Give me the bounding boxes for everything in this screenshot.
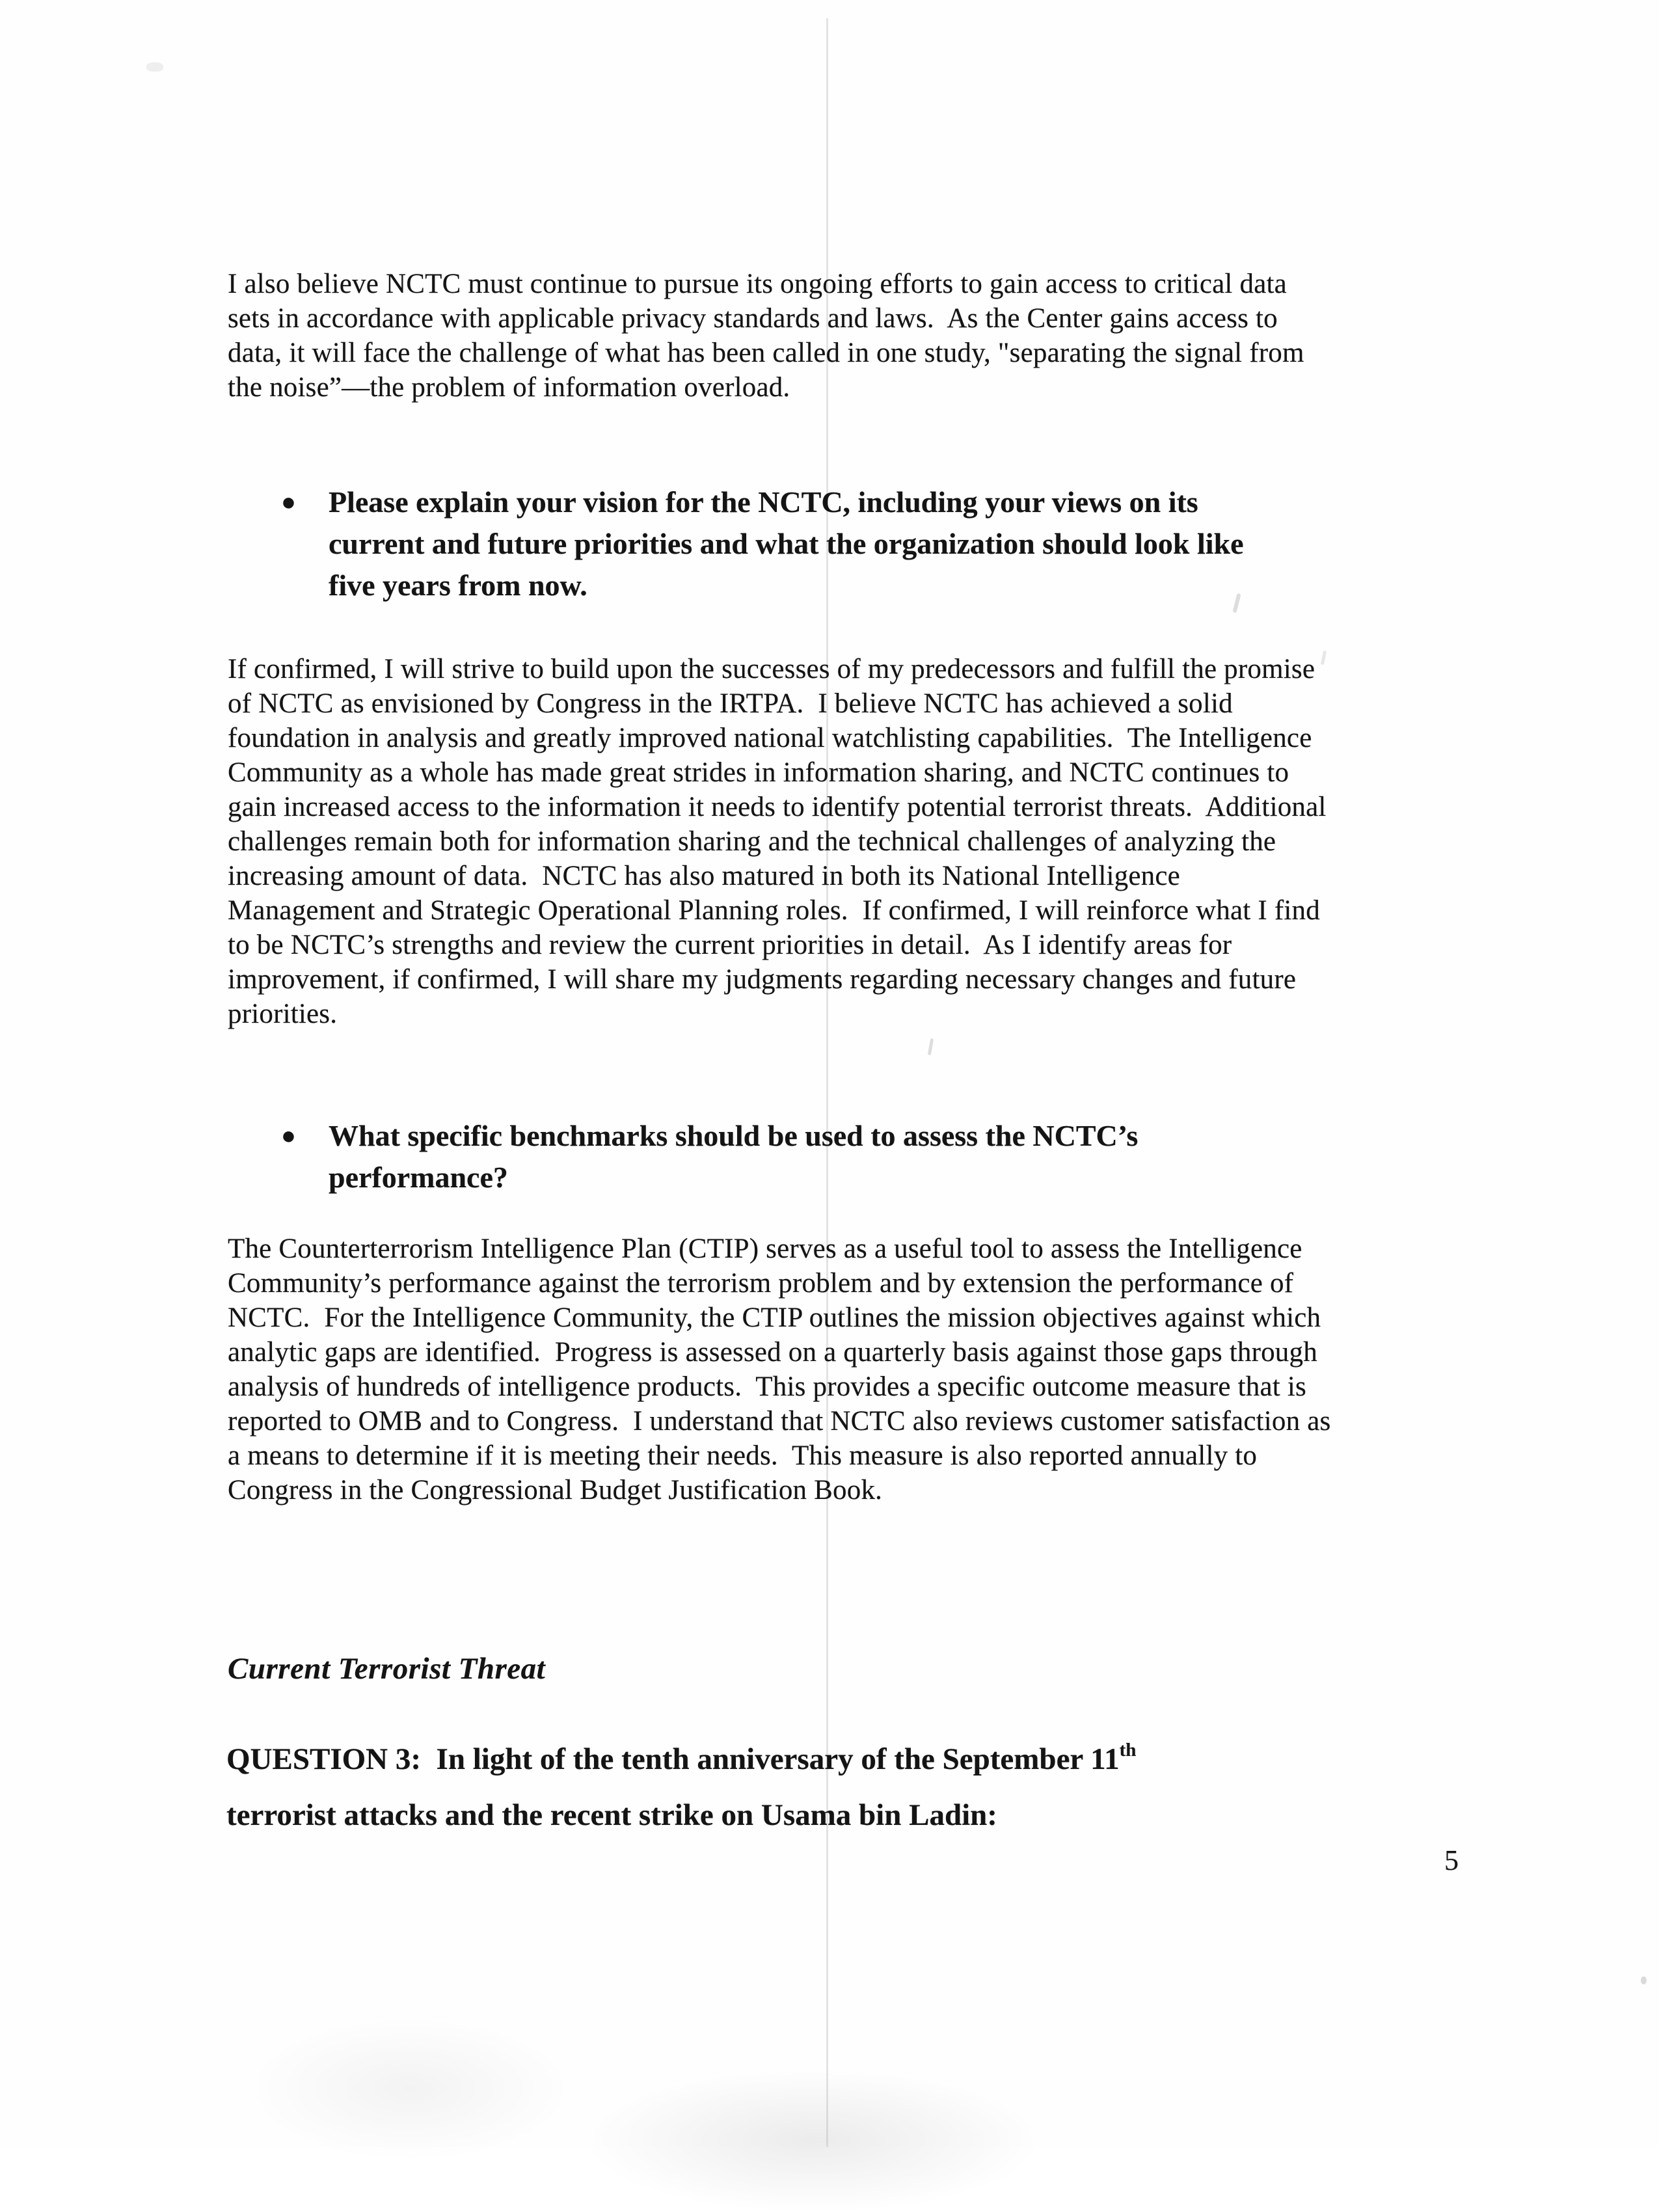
bullet-text [329,1115,1138,1198]
bullet-question-2 [281,1115,1138,1198]
bullet-question-1 [281,481,1244,606]
page-number: 5 [1444,1844,1459,1876]
paragraph-line: Congress in the Congressional Budget Justification Book. [228,1475,883,1505]
ordinal-superscript: th [1119,1740,1137,1760]
bullet-line: What specific benchmarks should be used to assess the NCTC’s [329,1119,1139,1152]
scan-smudge [586,2069,1041,2212]
paragraph-line: improvement, if confirmed, I will share my judgments regarding necessary changes and future [228,964,1297,995]
paragraph-line: foundation in analysis and greatly improved national watchlisting capabilities. The Intelligence [228,723,1312,753]
paragraph-line: Management and Strategic Operational Planning roles. If confirmed, I will reinforce what I find [228,895,1320,926]
paragraph-line: analysis of hundreds of intelligence products. This provides a specific outcome measure that is [228,1371,1306,1402]
paragraph-line: The Counterterrorism Intelligence Plan (CTIP) serves as a useful tool to assess the Intelligence [228,1234,1302,1264]
paragraph-line: Community’s performance against the terrorism problem and by extension the performance of [228,1268,1294,1299]
paragraph-line: I also believe NCTC must continue to pursue its ongoing efforts to gain access to critical data [228,269,1287,299]
paragraph-line: increasing amount of data. NCTC has also matured in both its National Intelligence [228,861,1180,891]
bullet-icon: ● [281,1122,296,1150]
paragraph-line: Community as a whole has made great strides in information sharing, and NCTC continues to [228,757,1289,788]
paragraph-line: a means to determine if it is meeting their needs. This measure is also reported annually to [228,1440,1258,1471]
paragraph-line: sets in accordance with applicable privacy standards and laws. As the Center gains access to [228,303,1278,334]
paragraph-line: the noise”—the problem of information overload. [228,372,790,403]
question-line-1-text: QUESTION 3: In light of the tenth anniversary of the September 11 [226,1742,1120,1776]
scan-speck [1641,1976,1647,1984]
bullet-line: five years from now. [329,569,587,602]
bullet-text [329,481,1244,606]
paragraph-2 [228,652,1327,1031]
scan-speck [146,62,163,72]
scan-speck [928,1038,934,1055]
question-line-1 [226,1733,1136,1789]
paragraph-3 [228,1232,1330,1507]
question-3-heading [226,1733,1136,1841]
paragraph-line: priorities. [228,999,338,1029]
paragraph-line: reported to OMB and to Congress. I understand that NCTC also reviews customer satisfaction as [228,1406,1331,1436]
paragraph-line: of NCTC as envisioned by Congress in the IRTPA. I believe NCTC has achieved a solid [228,688,1233,719]
paragraph-line: to be NCTC’s strengths and review the current priorities in detail. As I identify areas for [228,930,1232,960]
paragraph-1 [228,267,1304,405]
paragraph-line: data, it will face the challenge of what has been called in one study, "separating the signal from [228,338,1304,368]
paragraph-line: If confirmed, I will strive to build upon the successes of my predecessors and fulfill the promise [228,654,1315,684]
section-heading: Current Terrorist Threat [228,1652,546,1686]
paragraph-line: gain increased access to the information it needs to identify potential terrorist threats. Additional [228,792,1327,822]
paragraph-line: analytic gaps are identified. Progress is assessed on a quarterly basis against those gaps through [228,1337,1317,1368]
scan-smudge [247,2017,573,2160]
question-line-2: terrorist attacks and the recent strike on Usama bin Ladin: [226,1798,997,1832]
paragraph-line: challenges remain both for information sharing and the technical challenges of analyzing the [228,826,1276,857]
bullet-line: performance? [329,1161,508,1194]
bullet-icon: ● [281,489,296,516]
bullet-line: current and future priorities and what the organization should look like [329,527,1244,560]
paragraph-line: NCTC. For the Intelligence Community, the CTIP outlines the mission objectives against which [228,1302,1321,1333]
bullet-line: Please explain your vision for the NCTC, including your views on its [329,485,1198,519]
